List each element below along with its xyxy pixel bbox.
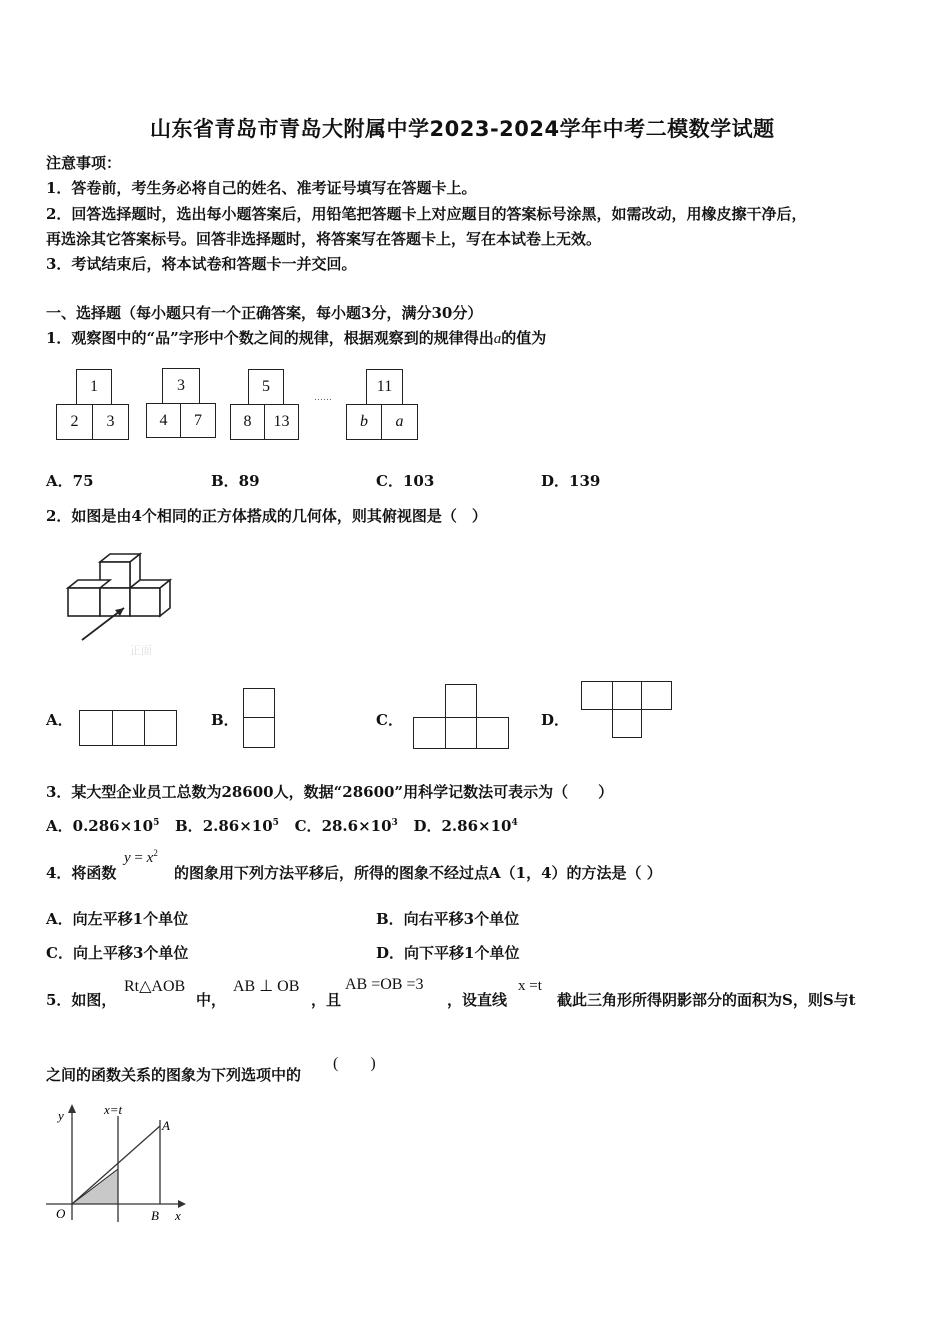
q1-stem: [46, 327, 546, 348]
q1-dots: ……: [314, 392, 332, 402]
q5-part-1: 5．如图，: [46, 991, 117, 1009]
q1-fig3-top: 5: [248, 369, 284, 405]
q1-fig3-right: 13: [264, 404, 299, 440]
q1-fig1-top: 1: [76, 369, 112, 405]
q1-option-d: D．139: [541, 472, 601, 490]
q5-part-2: 中，: [196, 991, 227, 1009]
q2-d-square-bottom: [612, 709, 642, 738]
q2-c-square-2: [445, 717, 477, 749]
q2-solid-figure: [60, 548, 200, 658]
q5-label-line: x=t: [104, 1102, 123, 1117]
q2-c-square-top: [445, 684, 477, 718]
q5-formula-2: AB ⊥ OB: [233, 978, 300, 995]
q3-option-b: B．$2.86\times 10^5$: [175, 817, 279, 835]
q2-option-d-label: D．: [541, 711, 570, 729]
q1-fig2-left: 4: [146, 403, 181, 438]
q2-d-square-3: [641, 681, 672, 710]
q2-a-square-2: [112, 710, 145, 746]
q2-watermark: 正面: [130, 644, 152, 657]
q1-stem-pre: 1．观察图中的“品”字形中个数之间的规律，根据观察到的规律得出: [46, 329, 494, 347]
q4-option-b: B．向右平移3个单位: [376, 910, 520, 928]
q5-formula-4: x =t: [518, 978, 542, 994]
q2-b-square-2: [243, 717, 275, 748]
q5-formula-1: Rt△AOB: [124, 978, 186, 995]
page-title: 山东省青岛市青岛大附属中学2023-2024学年中考二模数学试题: [150, 117, 775, 141]
q4-stem-pre: 4．将函数: [46, 864, 117, 882]
q5-label-y: y: [58, 1108, 64, 1123]
q3-option-d: D．$2.86\times 10^4$: [413, 817, 518, 835]
q5-label-o: O: [56, 1206, 66, 1221]
q1-var: a: [493, 331, 502, 347]
q5-label-a: A: [162, 1118, 170, 1133]
q5-label-b: B: [151, 1208, 159, 1223]
q2-a-square-3: [144, 710, 177, 746]
q1-fig2-right: 7: [180, 403, 216, 438]
q2-a-square-1: [79, 710, 113, 746]
q2-c-square-1: [413, 717, 446, 749]
q3-stem: 3．某大型企业员工总数为28600人，数据“28600”用科学记数法可表示为（ ）: [46, 783, 614, 801]
q5-part-4: ，设直线: [447, 991, 508, 1009]
notice-item-1: 1．答卷前，考生务必将自己的姓名、准考证号填写在答题卡上。: [46, 179, 477, 197]
q4-formula: $y = x^2$: [124, 848, 158, 866]
q1-option-a: A．75: [46, 472, 94, 490]
q4-option-c: C．向上平移3个单位: [46, 944, 189, 962]
q2-d-square-2: [612, 681, 642, 710]
q1-fig1-left: 2: [56, 404, 93, 440]
q2-option-c-label: C．: [376, 711, 403, 729]
q5-line-2: 之间的函数关系的图象为下列选项中的: [46, 1066, 302, 1084]
q3-option-c: C．$28.6\times 10^3$: [294, 817, 398, 835]
q4-option-d: D．向下平移1个单位: [376, 944, 520, 962]
q2-d-square-1: [581, 681, 613, 710]
q3-options: [46, 815, 518, 836]
q1-fig2-top: 3: [162, 368, 200, 404]
q5-part-3: ，且: [311, 991, 342, 1009]
section-heading: 一、选择题（每小题只有一个正确答案，每小题3分，满分30分）: [46, 304, 483, 322]
q1-fig4-right: a: [381, 404, 418, 440]
q2-c-square-3: [476, 717, 509, 749]
q5-part-5: 截此三角形所得阴影部分的面积为S，则S与t: [557, 991, 856, 1009]
q2-option-b-label: B．: [211, 711, 239, 729]
q5-answer-paren: ( ): [333, 1055, 376, 1072]
q5-label-x: x: [175, 1208, 181, 1223]
q1-option-c: C．103: [376, 472, 435, 490]
q4-stem-post: 的图象用下列方法平移后，所得的图象不经过点A（1，4）的方法是（ ）: [174, 864, 662, 882]
q5-graph: [42, 1096, 202, 1228]
q3-option-a: A．$0.286\times 10^5$: [46, 817, 160, 835]
q2-b-square-1: [243, 688, 275, 718]
q2-option-a-label: A．: [46, 711, 73, 729]
notice-item-2: 2．回答选择题时，选出每小题答案后，用铅笔把答题卡上对应题目的答案标号涂黑，如需改动，用橡皮擦干净后，: [46, 205, 807, 223]
q1-fig4-left: b: [346, 404, 382, 440]
q1-fig4-top: 11: [366, 369, 403, 405]
q4-option-a: A．向左平移1个单位: [46, 910, 189, 928]
q2-stem: 2．如图是由4个相同的正方体搭成的几何体，则其俯视图是（ ）: [46, 507, 487, 525]
q5-formula-3: AB =OB =3: [345, 976, 424, 993]
q1-stem-post: 的值为: [501, 329, 547, 347]
notice-item-2-cont: 再选涂其它答案标号。回答非选择题时，将答案写在答题卡上，写在本试卷上无效。: [46, 230, 602, 248]
q1-fig1-right: 3: [92, 404, 129, 440]
notice-item-3: 3．考试结束后，将本试卷和答题卡一并交回。: [46, 255, 357, 273]
notice-heading: 注意事项：: [46, 154, 122, 172]
q1-option-b: B．89: [211, 472, 260, 490]
q1-fig3-left: 8: [230, 404, 265, 440]
